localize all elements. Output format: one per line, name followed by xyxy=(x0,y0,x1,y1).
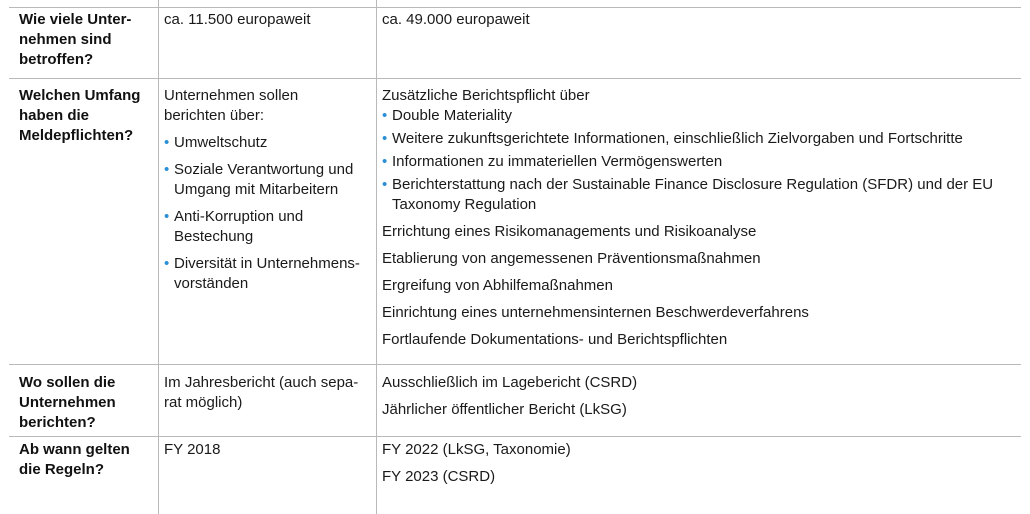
list-item xyxy=(164,160,369,200)
nfrd-cell: ca. 11.500 europaweit xyxy=(164,11,311,28)
bullet-text: Soziale Verantwortung und Umgang mit Mitarbeitern xyxy=(174,161,354,198)
bullet-icon: • xyxy=(164,255,170,272)
list-item: Ergreifung von Abhilfemaßnahmen xyxy=(382,277,613,294)
bullet-icon: • xyxy=(382,153,388,170)
nfrd-intro: Unternehmen sollen berichten über: xyxy=(164,87,299,124)
csrd-cell xyxy=(382,440,1022,487)
bullet-icon: • xyxy=(382,107,388,124)
bullet-icon: • xyxy=(382,176,388,193)
row-divider xyxy=(9,364,1021,365)
list-item xyxy=(382,106,1022,126)
nfrd-cell: Im Jahresbericht (auch sepa- rat möglich) xyxy=(164,374,359,411)
list-item: Etablierung von angemessenen Präventionsmaßnahmen xyxy=(382,250,761,267)
bullet-text: Anti-Korruption und Bestechung xyxy=(174,208,304,245)
list-item: Ausschließlich im Lagebericht (CSRD) xyxy=(382,374,638,391)
nfrd-cell: FY 2018 xyxy=(164,441,221,458)
bullet-icon: • xyxy=(164,161,170,178)
list-item xyxy=(164,254,369,294)
bullet-text: Weitere zukunftsgerichtete Informationen, einschließlich Zielvorgaben und Fortschritte xyxy=(392,130,963,147)
list-item: FY 2022 (LkSG, Taxonomie) xyxy=(382,441,571,458)
list-item: Fortlaufende Dokumentations- und Berichtspflichten xyxy=(382,331,728,348)
csrd-cell xyxy=(382,373,1022,420)
question-cell: Welchen Umfang haben die Meldepflichten? xyxy=(19,87,141,144)
list-item xyxy=(382,152,1022,172)
list-item xyxy=(382,129,1022,149)
bullet-icon: • xyxy=(382,130,388,147)
row-divider xyxy=(9,7,1021,8)
list-item: Jährlicher öffentlicher Bericht (LkSG) xyxy=(382,401,627,418)
bullet-icon: • xyxy=(164,208,170,225)
list-item xyxy=(382,175,1022,215)
question-cell: Wo sollen die Unternehmen berichten? xyxy=(19,374,116,431)
bullet-text: Double Materiality xyxy=(392,107,513,124)
nfrd-cell xyxy=(164,86,369,294)
bullet-text: Informationen zu immateriellen Vermögenswerten xyxy=(392,153,723,170)
row-divider xyxy=(9,436,1021,437)
list-item xyxy=(164,133,369,153)
list-item: Einrichtung eines unternehmensinternen Beschwerdeverfahrens xyxy=(382,304,809,321)
csrd-cell xyxy=(382,86,1022,350)
list-item: Errichtung eines Risikomanagements und Risikoanalyse xyxy=(382,223,757,240)
list-item: FY 2023 (CSRD) xyxy=(382,468,496,485)
csrd-cell: ca. 49.000 europaweit xyxy=(382,11,530,28)
question-cell: Wie viele Unter- nehmen sind betroffen? xyxy=(19,11,132,68)
list-item xyxy=(164,207,369,247)
row-divider xyxy=(9,78,1021,79)
bullet-text: Berichterstattung nach der Sustainable Finance Disclosure Regulation (SFDR) und der EU Taxonomy Regulation xyxy=(392,176,994,213)
bullet-text: Diversität in Unternehmens- vorständen xyxy=(174,255,360,292)
question-cell: Ab wann gelten die Regeln? xyxy=(19,441,130,478)
csrd-intro: Zusätzliche Berichtspflicht über xyxy=(382,87,590,104)
bullet-icon: • xyxy=(164,134,170,151)
bullet-text: Umweltschutz xyxy=(174,134,268,151)
